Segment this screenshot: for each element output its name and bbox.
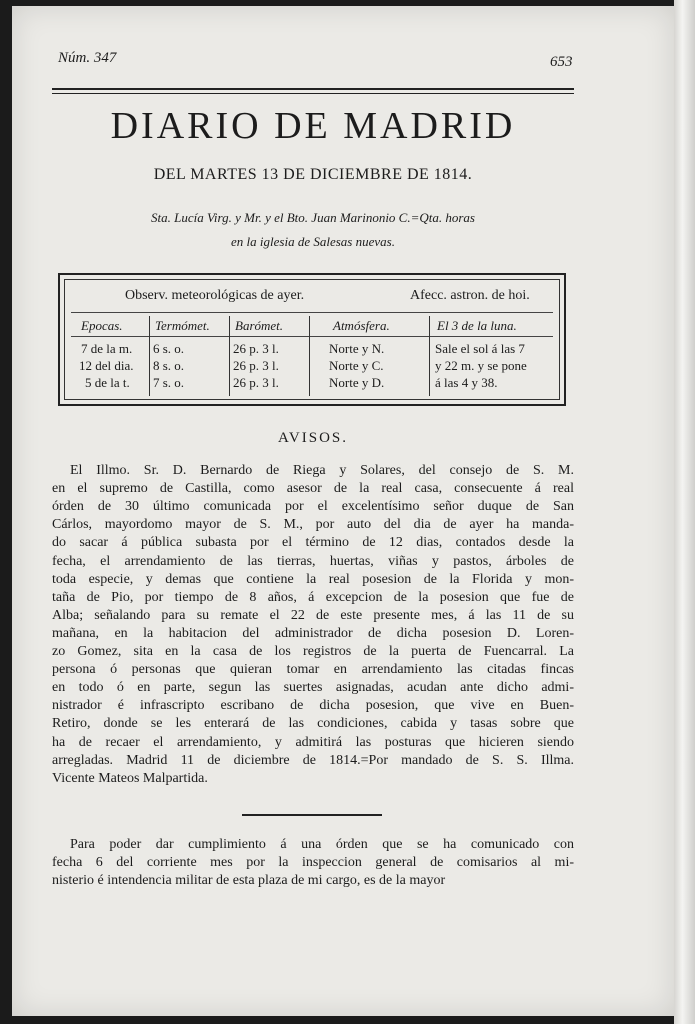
meteo-column-divider	[71, 336, 553, 337]
row-3-epoca: 5 de la t.	[85, 375, 130, 390]
meteo-vline-3	[309, 316, 310, 396]
row-2-atm: Norte y C.	[329, 358, 384, 373]
meteo-inner-frame	[64, 279, 560, 400]
text-line: do sacar á pública subasta por el término de 12 dias, contados desde la	[52, 535, 574, 551]
text-line: arregladas. Madrid 11 de diciembre de 1814.=Por mandado de S. S. Illma.	[52, 752, 574, 768]
text-line: fecha 6 del corriente mes por la inspeccion general de comisarios al mi-	[52, 855, 574, 871]
text-line: El Illmo. Sr. D. Bernardo de Riega y Solares, del consejo de S. M.	[70, 463, 574, 478]
row-2-epoca: 12 del dia.	[79, 358, 134, 373]
section-separator	[242, 814, 382, 816]
text-line: Retiro, donde se les enterará de las condiciones, cabida y tasas sobre que	[52, 716, 574, 732]
text-line: en todo ó en parte, segun las suertes asignadas, acudan ante dicho admi-	[52, 680, 574, 696]
text-line: fecha, el arrendamiento de las tierras, huertas, viñas y pastos, árboles de	[52, 553, 574, 569]
meteo-heading-right: Afecc. astron. de hoi.	[410, 288, 530, 303]
row-3-baro: 26 p. 3 l.	[233, 375, 279, 390]
text-line: órden de 30 último comunicada por el excelentísimo señor duque de San	[52, 499, 574, 515]
row-1-epoca: 7 de la m.	[81, 341, 133, 356]
meteorological-table	[58, 273, 566, 406]
text-line: ha de recaer el arrendamiento, y admitirá las posturas que hicieren siendo	[52, 734, 574, 750]
luna-line-1: Sale el sol á las 7	[435, 341, 525, 356]
row-3-term: 7 s. o.	[153, 375, 185, 390]
col-epocas: Epocas.	[81, 318, 123, 333]
luna-line-3: á las 4 y 38.	[435, 375, 498, 390]
text-line: en el supremo de Castilla, como asesor de la real casa, consecuente á real	[52, 481, 574, 497]
avisos-heading: AVISOS.	[278, 430, 348, 446]
col-barometro: Barómet.	[235, 318, 284, 333]
saints-of-day	[52, 206, 574, 254]
text-line: Cárlos, mayordomo mayor de S. M., por auto del dia de ayer ha manda-	[52, 517, 574, 533]
row-2-baro: 26 p. 3 l.	[233, 358, 279, 373]
text-line: Vicente Mateos Malpartida.	[52, 770, 208, 786]
page-number: 653	[550, 54, 573, 70]
col-termometro: Termómet.	[155, 318, 210, 333]
saints-line-2: en la iglesia de Salesas nuevas.	[231, 234, 395, 249]
text-line: nisterio é intendencia militar de esta plaza de mi cargo, es de la mayor	[52, 873, 446, 889]
text-line: toda especie, y demas que contiene la real posesion de la Florida y mon-	[52, 571, 574, 587]
text-line: nistrador é infrascripto escribano de dicha posesion, que vive en Buen-	[52, 698, 574, 714]
header-rule-bottom	[52, 93, 574, 94]
text-line: persona ó personas que quieran tomar en arrendamiento las citadas fincas	[52, 662, 574, 678]
col-atmosfera: Atmósfera.	[333, 318, 390, 333]
text-line: taña de Pio, por tiempo de 8 años, á excepcion de la posesion que fue de	[52, 589, 574, 605]
meteo-vline-4	[429, 316, 430, 396]
row-1-atm: Norte y N.	[329, 341, 385, 356]
masthead-title: DIARIO DE MADRID	[110, 105, 516, 147]
text-line: Para poder dar cumplimiento á una órden que se ha comunicado con	[70, 837, 574, 852]
issue-number: Núm. 347	[58, 50, 117, 66]
text-line: mañana, en la habitacion del administrador de dicha posesion D. Loren-	[52, 625, 574, 641]
row-2-term: 8 s. o.	[153, 358, 185, 373]
meteo-vline-2	[229, 316, 230, 396]
row-1-term: 6 s. o.	[153, 341, 185, 356]
meteo-vline-1	[149, 316, 150, 396]
col-luna: El 3 de la luna.	[437, 318, 517, 333]
header-rule-top	[52, 88, 574, 90]
meteo-heading-left: Observ. meteorológicas de ayer.	[125, 288, 305, 303]
page-edge	[674, 0, 695, 1024]
row-3-atm: Norte y D.	[329, 375, 385, 390]
meteo-heading-divider	[71, 312, 553, 313]
luna-line-2: y 22 m. y se pone	[435, 358, 527, 373]
text-line: Alba; señalando para su remate el 22 de este presente mes, á las 11 de su	[52, 607, 574, 623]
newspaper-page	[12, 6, 674, 1016]
row-1-baro: 26 p. 3 l.	[233, 341, 279, 356]
saints-line-1: Sta. Lucía Virg. y Mr. y el Bto. Juan Marinonio C.=Qta. horas	[150, 210, 475, 225]
text-line: zo Gomez, sita en la casa de los registros de la puerta de Fuencarral. La	[52, 644, 574, 659]
issue-date: DEL MARTES 13 DE DICIEMBRE DE 1814.	[153, 166, 473, 183]
